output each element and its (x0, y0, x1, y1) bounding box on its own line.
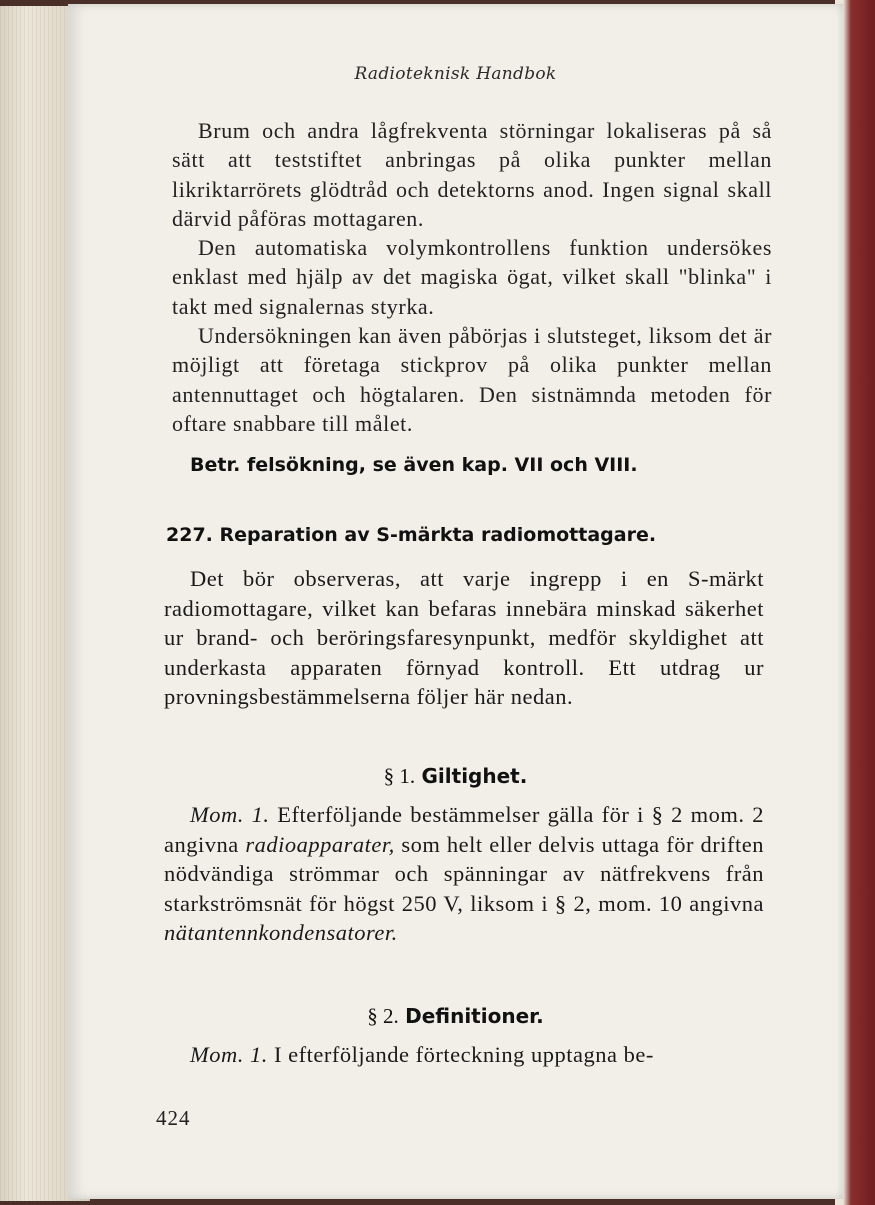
body-text-top (172, 116, 772, 438)
paragraph-2-text (164, 1040, 764, 1070)
section-heading (166, 524, 656, 546)
text-2: I efterföljande förteckning upptagna be- (274, 1042, 654, 1067)
book-page (68, 4, 843, 1199)
term-natantennkondensatorer: nätantennkondensatorer. (164, 920, 398, 945)
cross-reference: Betr. felsökning, se även kap. VII och VIII. (190, 454, 638, 476)
term-radioapparater: radioapparater, (245, 831, 395, 857)
paragraph-1-text (164, 800, 764, 948)
paragraph-1-body (164, 800, 764, 948)
running-head: Radioteknisk Handbok (354, 64, 557, 84)
page-number: 424 (156, 1106, 191, 1130)
paragraph-title-2: Definitioner. (405, 1004, 544, 1028)
paragraph-heading-2 (68, 1004, 843, 1029)
section-intro (164, 564, 764, 712)
paragraph-symbol-1: § 1. (383, 764, 416, 788)
paragraph-avc: Den automatiska volymkontrollens funktion undersökes enklast med hjälp av det magiska ögat, vilket skall "blinka" i takt med signalernas styrka. (172, 235, 772, 319)
paragraph-title-1: Giltighet. (421, 764, 528, 788)
text-1a: Efterföljande bestämmelser gälla för i § 2 mom. 2 angivna (164, 802, 765, 857)
paragraph-heading-1 (68, 764, 843, 789)
paragraph-troubleshooting: Undersökningen kan även påbörjas i slutsteget, liksom det är möjligt att företaga stickprov på olika punkter mellan antennuttaget och högtalaren. Den sistnämnda metoden för oftare snabbare till målet. (172, 323, 772, 436)
mom-label-1: Mom. 1. (190, 802, 270, 827)
text-1b: som helt eller delvis uttaga för driften nödvändiga strömmar och spänningar av nätfrekvens från starkströmsnät för högst 250 V, liksom i § 2, mom. 10 angivna (164, 831, 764, 916)
paragraph-symbol-2: § 2. (367, 1004, 399, 1028)
paragraph-2-body (164, 1040, 764, 1070)
section-title: Reparation av S-märkta radiomottagare. (219, 524, 657, 546)
mom-label-2: Mom. 1. (190, 1042, 268, 1067)
section-number: 227. (166, 524, 213, 546)
paragraph-hum: Brum och andra lågfrekventa störningar lokaliseras på så sätt att teststiftet anbringas på olika punkter mellan likriktarrörets glödtråd och detektorns anod. Ingen signal skall därvid påföras mottagaren. (172, 118, 772, 231)
section-intro-paragraph: Det bör observeras, att varje ingrepp i en S-märkt radiomottagare, vilket kan befaras innebära minskad säkerhet ur brand- och beröringsfaresynpunkt, medför skyldighet att underkasta apparaten förnyad kontroll. Ett utdrag ur provningsbestämmelserna följer här nedan. (164, 566, 764, 709)
